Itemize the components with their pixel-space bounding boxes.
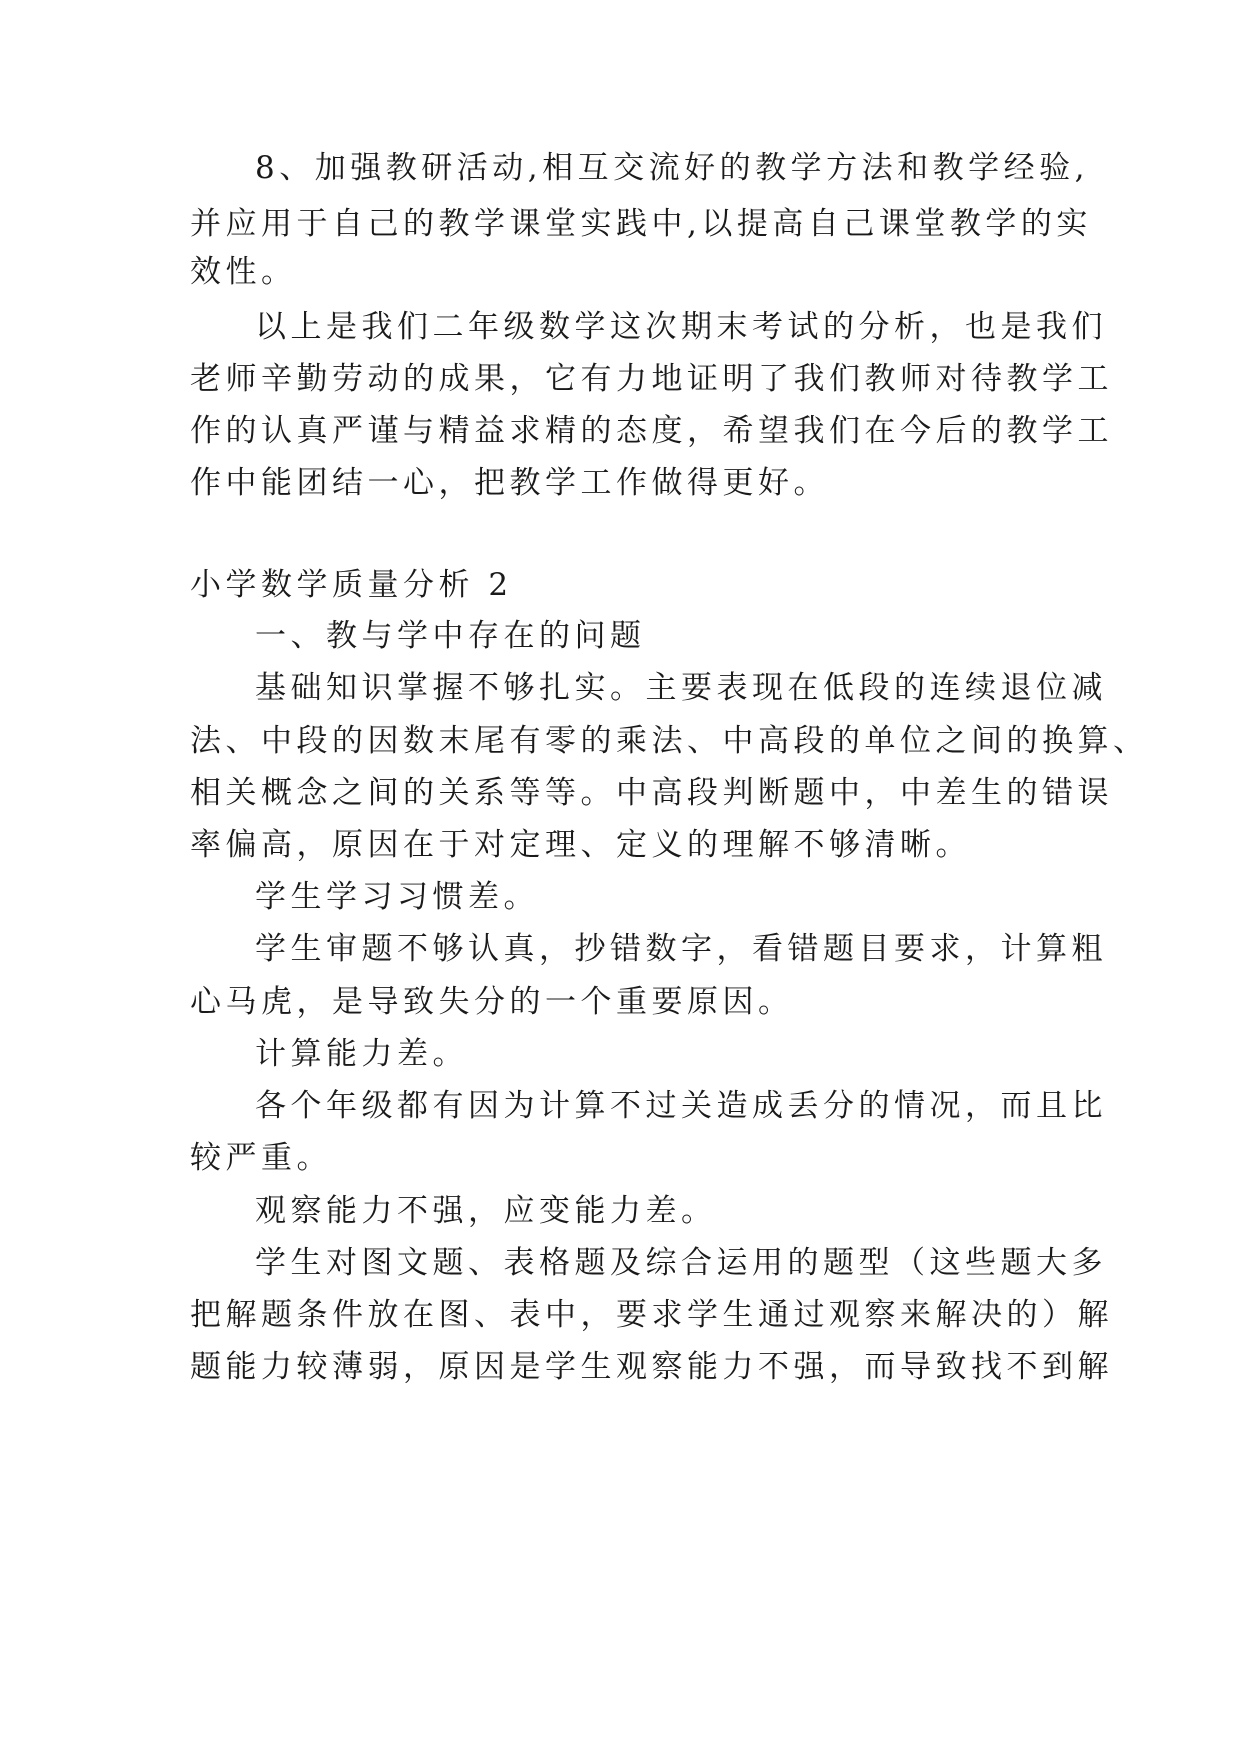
paragraph-line: 基础知识掌握不够扎实。主要表现在低段的连续退位减 (255, 670, 1107, 706)
paragraph-line: 各个年级都有因为计算不过关造成丢分的情况，而且比 (255, 1088, 1107, 1124)
paragraph-line: 题能力较薄弱，原因是学生观察能力不强，而导致找不到解 (190, 1349, 1113, 1385)
paragraph-line: 老师辛勤劳动的成果，它有力地证明了我们教师对待教学工 (190, 361, 1113, 397)
section-title: 小学数学质量分析 2 (190, 567, 513, 603)
paragraph-line: 学生审题不够认真，抄错数字，看错题目要求，计算粗 (255, 931, 1107, 967)
paragraph-line: 心马虎，是导致失分的一个重要原因。 (190, 984, 794, 1020)
paragraph-line: 效性。 (190, 254, 297, 290)
paragraph-line: 并应用于自己的教学课堂实践中,以提高自己课堂教学的实 (190, 206, 1092, 242)
paragraph-line: 相关概念之间的关系等等。中高段判断题中，中差生的错误 (190, 775, 1113, 811)
paragraph-line: 以上是我们二年级数学这次期末考试的分析，也是我们 (255, 309, 1107, 345)
paragraph-line: 把解题条件放在图、表中，要求学生通过观察来解决的）解 (190, 1297, 1113, 1333)
paragraph-line: 率偏高，原因在于对定理、定义的理解不够清晰。 (190, 827, 971, 863)
section-heading: 一、教与学中存在的问题 (255, 618, 646, 654)
paragraph-line: 8、加强教研活动,相互交流好的教学方法和教学经验, (255, 150, 1089, 186)
paragraph-line: 学生学习习惯差。 (255, 879, 539, 915)
paragraph-line: 观察能力不强，应变能力差。 (255, 1193, 717, 1229)
paragraph-line: 作的认真严谨与精益求精的态度，希望我们在今后的教学工 (190, 413, 1113, 449)
paragraph-line: 学生对图文题、表格题及综合运用的题型（这些题大多 (255, 1245, 1107, 1281)
paragraph-line: 较严重。 (190, 1140, 332, 1176)
paragraph-line: 法、中段的因数末尾有零的乘法、中高段的单位之间的换算、 (190, 723, 1149, 759)
paragraph-line: 计算能力差。 (255, 1036, 468, 1072)
paragraph-line: 作中能团结一心，把教学工作做得更好。 (190, 465, 829, 501)
